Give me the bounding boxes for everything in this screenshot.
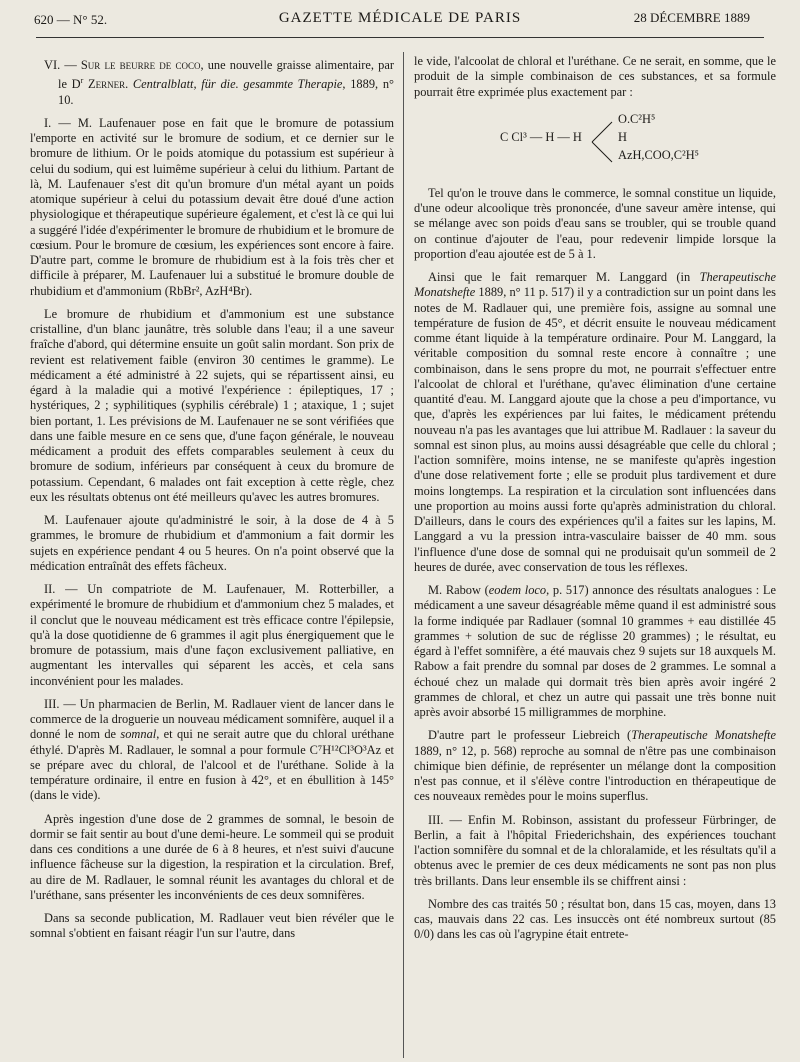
formula-stem: C Cl³ — H — H: [500, 129, 582, 144]
formula-branch-bottom: AzH,COO,C²H⁵: [618, 147, 699, 162]
paragraph: III. — Enfin M. Robinson, assistant du professeur Fürbringer, de Berlin, a fait à l'hôpital Friederichshain, des expériences touchant l'action somnifère du somnal et de la chloralamide, et les résultats qu'il a obtenus avec le premier de ces deux médicaments ne sont pas non plus très brillants. Dans leur ensemble ils se chiffrent ainsi :: [414, 812, 776, 888]
chemical-formula: [414, 108, 776, 174]
paragraph: II. — Un compatriote de M. Laufenauer, M. Rotterbiller, a expérimenté le bromure de rhubidium et d'ammonium chez 5 malades, et il conclut que le nouveau médicament est très efficace contre l'épilepsie, qu'à la dose quotidienne de 6 grammes il agit plus énergiquement que le bromure de potassium, mais d'une façon exclusivement palliative, en augmentant les intervalles qui séparent les accès, et cela sans inconvénient pour les malades.: [30, 582, 394, 688]
paragraph: I. — M. Laufenauer pose en fait que le bromure de potassium l'emporte en activité sur le bromure de sodium, et ce dernier sur le bromure de lithium. Or le poids atomique du potassium est supérieur à celui du sodium, qui est luimême supérieur à celui du lithium. Partant de là, M. Laufenauer s'est dit qu'un bromure d'un métal ayant un poids atomique supérieur à celui du potassium devait être doué d'une action physiologique et thérapeutique supérieure également, et c'est là ce qui lui a suggéré l'idée d'expérimenter le bromure de rhubidium et le bromure de cœsium. Pour le bromure de cœsium, les expériences sont encore à faire. D'autre part, comme le bromure de rhubidium est à la fois très cher et difficile à préparer, M. Laufenauer lui a substitué le bromure double de rhubidium et d'ammonium (RbBr², AzH⁴Br).: [30, 115, 394, 298]
paragraph: Nombre des cas traités 50 ; résultat bon, dans 15 cas, moyen, dans 13 cas, mauvais dans 22 cas. Les insuccès ont été nombreux surtout (85 0/0) dans les cas où l'agrypine était entrete-: [414, 896, 776, 942]
paragraph: M. Laufenauer ajoute qu'administré le soir, à la dose de 4 à 5 grammes, le bromure de rhubidium et d'ammonium a fait dormir les sujets en expérience pendant 4 ou 5 heures. On n'a point observé que la médication entraînât des effets fâcheux.: [30, 513, 394, 573]
journal-title: GAZETTE MÉDICALE DE PARIS: [278, 10, 522, 26]
paragraph: Dans sa seconde publication, M. Radlauer veut bien révéler que le somnal s'obtient en faisant réagir l'un sur l'autre, dans: [30, 911, 394, 941]
column-divider: [403, 52, 404, 1058]
formula-branch-mid: H: [618, 129, 627, 144]
paragraph: Le bromure de rhubidium et d'ammonium est une substance cristalline, d'un blanc jaunâtre, très soluble dans l'eau; il a une saveur fraîche d'abord, qui détermine ensuite un goût salin mordant. Son prix de revient est relativement faible (environ 30 centimes le gramme). Le médicament a été administré à 22 sujets, qui se répartissent ainsi, eu égard à la maladie qui a motivé l'expérience : épileptiques, 17 ; hystériques, 2 ; syphilitiques (syphilis cérébrale) 1 ; ataxique, 1 ; sujet bien portant, 1. Les prévisions de M. Laufenauer ne se sont vérifiées que dans une faible mesure en ce sens que, d'une façon générale, le nouveau médicament a produit des effets comparables seulement à ceux du bromure de sodium, inférieurs par conséquent à ceux du bromure de potassium. Cependant, 6 malades ont fait exception à cette règle, chez eux les résultats obtenus ont été meilleurs qu'avec les autres bromures.: [30, 306, 394, 504]
issue-date: 28 DÉCEMBRE 1889: [633, 10, 750, 25]
paragraph: le vide, l'alcoolat de chloral et l'uréthane. Ce ne serait, en somme, que le produit de la simple combinaison de ces substances, et sa formule pourrait être exprimée plus exactement par :: [414, 54, 776, 99]
paragraph: Après ingestion d'une dose de 2 grammes de somnal, le besoin de dormir se fait sentir au bout d'une demi-heure. Le sommeil qui se produit dans ces conditions a une durée de 6 à 8 heures, et n'est suivi d'aucune influence fâcheuse sur la digestion, la respiration et la circulation. Bref, au dire de M. Radlauer, le somnal réunit les avantages du chloral et de l'uréthane, sans présenter les inconvénients de ces deux somnifères.: [30, 811, 394, 902]
formula-bracket: [590, 114, 616, 170]
paragraph: M. Rabow (eodem loco, p. 517) annonce des résultats analogues : Le médicament a une saveur désagréable même quand il est administré sous la forme indiquée par Radlauer (somnal 10 grammes + eau distillée 45 grammes + solution de suc de réglisse 20 grammes) ; le résultat, eu égard à l'effet somnifère, a été mauvais chez 9 sujets sur 18 auxquels M. Rabow a fait prendre du somnal par doses de 2 grammes. Le somnal a échoué chez un malade qui dormait très bien après avoir ingéré 2 grammes de chloral, et chez un autre qui passait une très bonne nuit après avoir absorbé 15 milligrammes de morphine.: [414, 583, 776, 719]
paragraph: Ainsi que le fait remarquer M. Langgard (in Therapeutische Monatshefte 1889, n° 11 p. 517) il y a contradiction sur un point dans les notes de M. Radlauer qui, une première fois, assigne au somnal une température de fusion de 45°, et décrit ensuite le nouveau médicament comme étant liquide à la température ordinaire. Pour M. Langgard, la véritable composition du somnal reste encore à connaître ; une combinaison, dans le sens propre du mot, ne pourrait s'effectuer entre l'alcoolat de chloral et l'uréthane, qu'avec élimination d'une certaine quantité d'eau. M. Langgard ajoute que la chose a peu d'importance, vu que, d'après les expériences par lui faites, le médicament prétendu nouveau n'a pas les avantages que lui attribue M. Radlauer : la saveur du somnal est sinon plus, au moins aussi désagréable que celle du chloral ; l'action somnifère, moins intense, ne se manifeste qu'après ingestion d'une dose relativement forte ; elle se produit plus tardivement et dure moins longtemps. La respiration et la circulation sont influencées dans une proportion au moins aussi forte qu'après administration du chloral. D'ailleurs, dans le cours des expériences qu'il a faites sur les lapins, M. Langgard a vu la pression intra-vasculaire baisser de 40 mm. sous l'influence d'une dose de somnal qui ne produisait qu'un sommeil de 2 heures de durée, avec conservation de tous les réflexes.: [414, 270, 776, 574]
page-number: 620 — N° 52.: [34, 12, 108, 27]
section-vi-heading: VI. — Sur le beurre de coco, une nouvelle graisse alimentaire, par le $D^r$ Zerner. Centralblatt, für die. gesammte Therapie, 1889, n° 10.: [44, 58, 394, 107]
formula-branch-top: O.C²H⁵: [618, 111, 656, 126]
paragraph: D'autre part le professeur Liebreich (Therapeutische Monatshefte 1889, n° 12, p. 568) reproche au somnal de n'être pas une combinaison chimique bien définie, de représenter un mélange dont la composition n'est pas connue, et il s'élève contre l'introduction en thérapeutique de ces nouveaux remèdes pour le moins superflus.: [414, 728, 776, 804]
right-column: [414, 54, 776, 1060]
paragraph: III. — Un pharmacien de Berlin, M. Radlauer vient de lancer dans le commerce de la droguerie un nouveau médicament somnifère, auquel il a donné le nom de somnal, et qui ne serait autre que du chloral uréthane éthylé. D'après M. Radlauer, le somnal a pour formule C⁷H¹²Cl³O³Az et se prépare avec du chloral, de l'alcool et de l'uréthane. Solide à la température ordinaire, il entre en fusion à 42°, et en ébullition à 145° (dans le vide).: [30, 696, 394, 803]
left-column: [30, 58, 394, 1060]
paragraph: Tel qu'on le trouve dans le commerce, le somnal constitue un liquide, d'une odeur alcoolique très prononcée, d'une saveur amère intense, qui se mélange avec son poids d'eau sans se troubler, qui se trouble quand on continue d'ajouter de l'eau, pour redevenir limpide lorsque la proportion d'eau ajoutée est de 5 à 1.: [414, 185, 776, 261]
header-rule: [36, 37, 764, 38]
page-header: [14, 4, 786, 34]
